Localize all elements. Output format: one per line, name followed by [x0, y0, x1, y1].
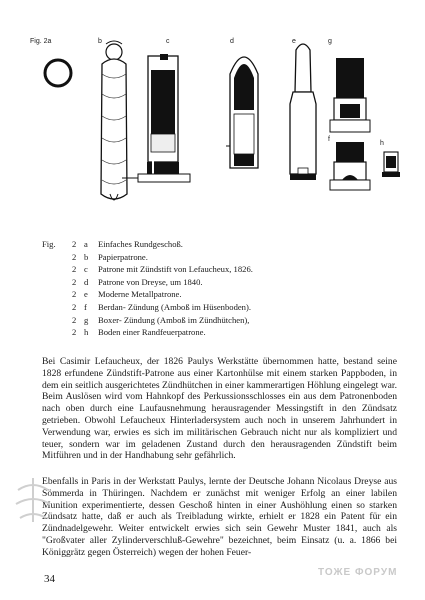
cartridge-illustration	[30, 34, 400, 234]
legend-letter: c	[84, 264, 88, 275]
legend-item	[42, 251, 402, 264]
berdan-priming-drawing	[330, 142, 370, 190]
legend-item	[42, 238, 402, 251]
legend-letter: h	[84, 327, 89, 338]
legend-text: Patrone von Dreyse, um 1840.	[98, 276, 203, 287]
legend-item	[42, 276, 402, 289]
legend-number: 2	[72, 327, 77, 338]
legend-text: Boxer- Zündung (Amboß im Zündhütchen),	[98, 314, 250, 325]
legend-number: 2	[72, 314, 77, 325]
legend-letter: g	[84, 314, 89, 325]
watermark-emblem-icon	[8, 470, 58, 530]
figure-legend	[42, 238, 402, 339]
legend-item	[42, 301, 402, 314]
page-number: 34	[44, 573, 55, 585]
dreyse-cartridge-drawing	[226, 57, 258, 168]
legend-text: Einfaches Rundgeschoß.	[98, 239, 183, 249]
legend-text: Papierpatrone.	[98, 251, 148, 262]
legend-number: 2	[72, 276, 77, 287]
body-paragraph-dreyse: Ebenfalls in Paris in der Werkstatt Paulys, lernte der Deutsche Johann Nicolaus Dreyse aus Sömmerda in Thüringen. Nachdem er zunächst mit weniger Erfolg an einer labilen Munition experimentierte, dessen Geschoß hinten in einer Aushöhlung einen so starken Zündsatz hatte, daß er auch als Treibladung wirkte, erhielt er 1828 ein Patent für ein Zündnadelgewehr. Weiter entwickelt erwies sich sein Gewehr Muster 1841, auch als "Großvater aller Zylinderverschluß-Gewehre" bezeichnet, beim Einsatz (u. a. 1866 bei Königgrätz gegen Österreich) wegen der hohen Feuer-	[42, 476, 397, 558]
figure-label-g: g	[328, 38, 332, 45]
legend-item	[42, 314, 402, 327]
paper-cartridge-drawing	[101, 41, 127, 200]
figure-label-d: d	[230, 38, 234, 45]
figure-label-a: Fig. 2a	[30, 38, 52, 45]
legend-item	[42, 263, 402, 276]
legend-letter: a	[84, 239, 88, 249]
legend-text: Patrone mit Zündstift von Lefaucheux, 1826.	[98, 264, 253, 275]
legend-letter: b	[84, 251, 89, 262]
legend-text: Berdan- Zündung (Amboß im Hüsenboden).	[98, 301, 251, 312]
legend-letter: e	[84, 289, 88, 300]
legend-prefix: Fig.	[42, 239, 56, 249]
legend-letter: d	[84, 276, 89, 287]
legend-number: 2	[72, 239, 77, 249]
legend-item	[42, 288, 402, 301]
figure-label-h: h	[380, 140, 384, 147]
legend-text: Boden einer Randfeuerpatrone.	[98, 327, 206, 338]
body-paragraph-lefaucheux: Bei Casimir Lefaucheux, der 1826 Paulys Werkstätte übernommen hatte, bestand seine 1828 erfundene Zündstift-Patrone aus einer Kartonhülse mit einem starken Pappboden, in dem ein seitlich ausgerichtetes Zündhütchen in einer kammerartigen Höhlung eingelegt war. Beim Auslösen wird vom Hahnkopf des Perkussionsschlosses ein aus dem Patronenboden nach oben durch eine Laufausnehmung herausragender Messingstift in den Zündsatz getrieben. Obwohl Lefaucheux Hinterladersystem auch noch in unserem Jahrhundert in Verwendung war, erwies es sich im militärischen Gebrauch nicht nur als kompliziert und teuer, sondern war im geladenen Zustand durch den herausragenden Zündstift beim Mitführen und in der Handhabung sehr gefährlich.	[42, 356, 397, 462]
legend-letter: f	[84, 301, 87, 312]
legend-item	[42, 326, 402, 339]
cartridge-figure	[30, 34, 400, 234]
pinfire-cartridge-drawing	[122, 54, 190, 182]
figure-label-c: c	[166, 38, 170, 45]
boxer-priming-drawing	[330, 58, 370, 132]
round-ball-drawing	[45, 60, 71, 86]
figure-label-f: f	[328, 136, 330, 143]
figure-label-e: e	[292, 38, 296, 45]
legend-number: 2	[72, 289, 77, 300]
metal-cartridge-drawing	[290, 44, 316, 180]
legend-number: 2	[72, 251, 77, 262]
figure-label-b: b	[98, 38, 102, 45]
legend-number: 2	[72, 264, 77, 275]
rimfire-base-drawing	[382, 152, 400, 177]
legend-number: 2	[72, 301, 77, 312]
legend-text: Moderne Metallpatrone.	[98, 289, 182, 300]
watermark-text: ТОЖЕ ФОРУМ	[318, 567, 398, 578]
